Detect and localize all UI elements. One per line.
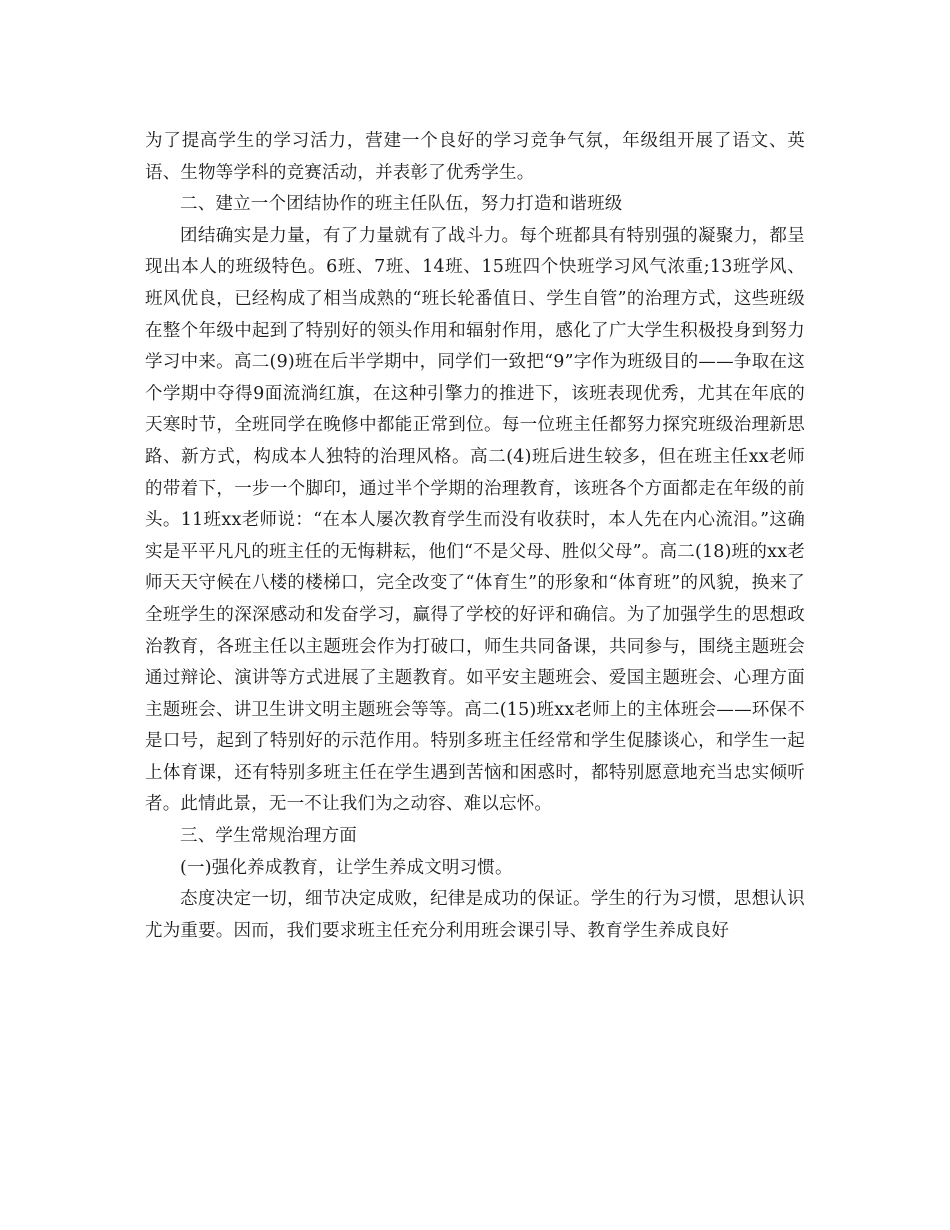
paragraph-team-unity: 团结确实是力量，有了力量就有了战斗力。每个班都具有特别强的凝聚力，都呈现出本人的班级特色。6班、7班、14班、15班四个快班学习风气浓重;13班学风、班风优良，已经构成了相当成熟的“班长轮番值日、学生自管”的治理方式，这些班级在整个年级中起到了特别好的领头作用和辐射作用，感化了广大学生积极投身到努力学习中来。高二(9)班在后半学期中，同学们一致把“9”字作为班级目的——争取在这个学期中夺得9面流淌红旗，在这种引擎力的推进下，该班表现优秀，尤其在年底的天寒时节，全班同学在晚修中都能正常到位。每一位班主任都努力探究班级治理新思路、新方式，构成本人独特的治理风格。高二(4)班后进生较多，但在班主任xx老师的带着下，一步一个脚印，通过半个学期的治理教育，该班各个方面都走在年级的前头。11班xx老师说：“在本人屡次教育学生而没有收获时，本人先在内心流泪。”这确实是平平凡凡的班主任的无悔耕耘，他们“不是父母、胜似父母”。高二(18)班的xx老师天天守候在八楼的楼梯口，完全改变了“体育生”的形象和“体育班”的风貌，换来了全班学生的深深感动和发奋学习，赢得了学校的好评和确信。为了加强学生的思想政治教育，各班主任以主题班会作为打破口，师生共同备课，共同参与，围绕主题班会通过辩论、演讲等方式进展了主题教育。如平安主题班会、爱国主题班会、心理方面主题班会、讲卫生讲文明主题班会等等。高二(15)班xx老师上的主体班会——环保不是口号，起到了特别好的示范作用。特别多班主任经常和学生促膝谈心，和学生一起上体育课，还有特别多班主任在学生遇到苦恼和困惑时，都特别愿意地充当忠实倾听者。此情此景，无一不让我们为之动容、难以忘怀。	[145, 225, 805, 815]
document-body	[145, 126, 805, 947]
section-heading-three: 三、学生常规治理方面	[180, 826, 357, 847]
section-heading-two: 二、建立一个团结协作的班主任队伍，努力打造和谐班级	[180, 194, 623, 215]
subsection-heading-one: (一)强化养成教育，让学生养成文明习惯。	[180, 857, 513, 878]
paragraph-habits: 态度决定一切，细节决定成败，纪律是成功的保证。学生的行为习惯，思想认识尤为重要。因而，我们要求班主任充分利用班会课引导、教育学生养成良好	[145, 889, 805, 941]
paragraph-intro: 为了提高学生的学习活力，营建一个良好的学习竞争气氛，年级组开展了语文、英语、生物等学科的竞赛活动，并表彰了优秀学生。	[145, 131, 805, 183]
